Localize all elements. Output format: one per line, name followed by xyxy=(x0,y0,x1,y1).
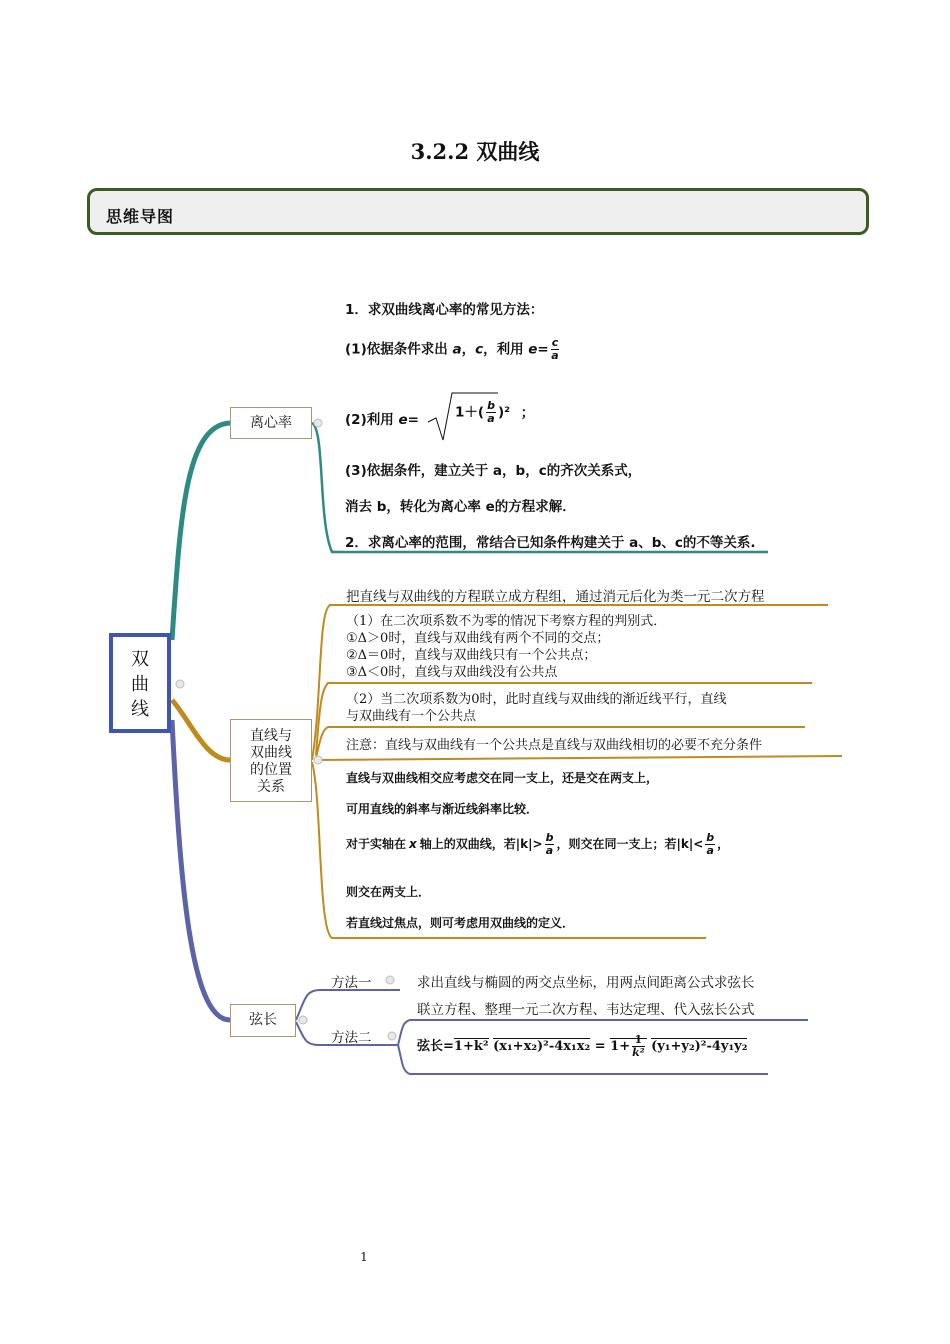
root-char-3: 线 xyxy=(131,699,149,720)
root-char-1: 双 xyxy=(131,649,149,670)
pos-item-9: 若直线过焦点，则可考虑用双曲线的定义． xyxy=(346,916,575,930)
line-position-label-3: 的位置 xyxy=(250,762,292,778)
pos-item-7-a: 对于实轴在 xyxy=(346,837,407,851)
ecc-item-3-end: ； xyxy=(520,404,535,421)
root-char-2: 曲 xyxy=(131,674,149,695)
var-a: a xyxy=(452,341,462,358)
pos-item-2-line-3: ②Δ＝0时，直线与双曲线只有一个公共点； xyxy=(346,648,597,663)
sep: ， xyxy=(461,341,476,358)
chord-sqrt-2: (x₁+x₂)²-4x₁x₂ xyxy=(493,1039,591,1054)
frac-1: 1 xyxy=(632,1034,644,1047)
fraction-b-over-a-2 xyxy=(545,832,555,857)
pos-item-3 xyxy=(346,691,727,725)
fraction-b-over-a xyxy=(486,400,496,425)
var-x: x xyxy=(409,837,417,851)
ecc-item-1: 1．求双曲线离心率的常见方法： xyxy=(345,302,544,318)
frac-a3: a xyxy=(706,844,714,857)
page-number: 1 xyxy=(360,1250,368,1264)
fraction-1-over-k2 xyxy=(632,1034,644,1059)
pos-item-4: 注意：直线与双曲线有一个公共点是直线与双曲线相切的必要不充分条件 xyxy=(346,738,763,753)
pos-item-2 xyxy=(346,613,666,681)
eccentricity-node: 离心率 xyxy=(230,407,312,439)
line-position-label-1: 直线与 xyxy=(250,728,292,744)
chord-eq: = xyxy=(594,1039,606,1054)
branch2-connector xyxy=(172,700,230,760)
pos-item-2-line-2: ①Δ＞0时，直线与双曲线有两个不同的交点； xyxy=(346,631,610,646)
fraction-c-over-a xyxy=(551,337,560,362)
method-2-label: 方法二 xyxy=(331,1030,372,1046)
root-node xyxy=(109,633,171,733)
document-title: 3.2.2 双曲线 xyxy=(410,139,540,164)
ecc-item-3-formula xyxy=(455,400,534,425)
frac-b: b xyxy=(487,399,495,412)
branch1-connector xyxy=(172,423,230,640)
pos-item-8: 则交在两支上． xyxy=(346,885,431,899)
chord-p3a: 1+ xyxy=(610,1039,631,1054)
frac-num: c xyxy=(551,336,559,349)
pos-item-2-line-4: ③Δ＜0时，直线与双曲线没有公共点 xyxy=(346,665,558,680)
ecc-item-3-text: (2)利用 xyxy=(345,412,394,428)
frac-den: a xyxy=(551,349,559,362)
ecc-item-2 xyxy=(345,337,561,362)
chord-lhs: 弦长= xyxy=(417,1039,454,1054)
line-position-label-2: 双曲线 xyxy=(250,745,292,761)
pos-item-3-line-1: （2）当二次项系数为0时，此时直线与双曲线的渐近线平行，直线 xyxy=(346,692,727,707)
ecc-item-2-text: (1)依据条件求出 xyxy=(345,341,448,358)
chord-length-node: 弦长 xyxy=(230,1004,296,1037)
formula-e: e= xyxy=(528,341,549,358)
branch3-connector xyxy=(172,720,230,1020)
pos-item-7 xyxy=(346,832,729,857)
ecc-item-6: 2．求离心率的范围，常结合已知条件构建关于 a、b、c的不等关系. xyxy=(345,535,756,551)
line-position-node xyxy=(230,719,312,802)
ecc-item-2-suffix: ，利用 xyxy=(483,341,524,358)
frac-a2: a xyxy=(545,844,554,857)
chord-formula xyxy=(417,1034,747,1059)
chord-sqrt-4: (y₁+y₂)²-4y₁y₂ xyxy=(651,1039,748,1054)
line-position-label-4: 关系 xyxy=(257,779,285,795)
frac-b3: b xyxy=(706,831,715,844)
pos-item-7-d: ， xyxy=(717,837,730,851)
ecc-item-3-prefix xyxy=(345,408,419,428)
pos-item-6: 可用直线的斜率与渐近线斜率比较． xyxy=(346,802,539,816)
ecc-item-5: 消去 b，转化为离心率 e的方程求解． xyxy=(345,499,576,515)
var-c: c xyxy=(475,341,484,358)
pos-item-5: 直线与双曲线相交应考虑交在同一支上，还是交在两支上， xyxy=(346,771,659,785)
chord-sqrt-3 xyxy=(610,1033,646,1059)
pos-item-3-line-2: 与双曲线有一个公共点 xyxy=(346,709,477,724)
ecc-item-4: (3)依据条件，建立关于 a，b，c的齐次关系式， xyxy=(345,463,642,479)
pos-item-2-line-1: （1）在二次项系数不为零的情况下考察方程的判别式． xyxy=(346,614,667,629)
frac-k2: k² xyxy=(632,1046,645,1059)
chord-sqrt-1: 1+k² xyxy=(453,1039,489,1054)
frac-a: a xyxy=(487,412,495,425)
pos-item-1: 把直线与双曲线的方程联立成方程组，通过消元后化为类一元二次方程 xyxy=(346,589,765,605)
pos-item-7-b: 轴上的双曲线，若|k|> xyxy=(419,837,543,851)
method-2-text: 联立方程、整理一元二次方程、韦达定理、代入弦长公式 xyxy=(417,1002,755,1018)
pos-item-7-c: ，则交在同一支上；若|k|< xyxy=(556,837,704,851)
rad-close: )² xyxy=(497,404,511,421)
frac-b2: b xyxy=(545,831,554,844)
rad-inner: 1＋( xyxy=(455,404,485,421)
method-1-label: 方法一 xyxy=(331,975,372,991)
method-1-text: 求出直线与椭圆的两交点坐标，用两点间距离公式求弦长 xyxy=(417,975,755,991)
formula-e2: e= xyxy=(398,412,419,428)
fraction-b-over-a-3 xyxy=(705,832,715,857)
section-label: 思维导图 xyxy=(106,207,175,226)
